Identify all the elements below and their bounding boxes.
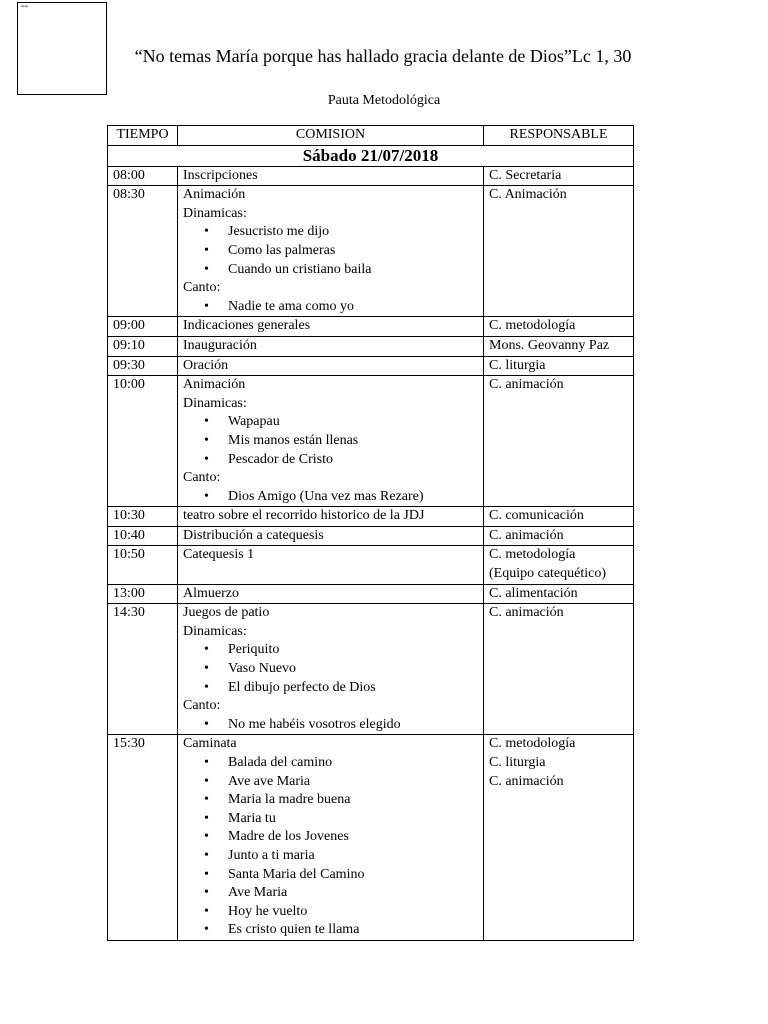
row-responsible <box>484 735 634 941</box>
page-subtitle: Pauta Metodológica <box>327 93 441 108</box>
activity-title: Juegos de patio <box>183 605 270 621</box>
activity-list <box>183 754 478 940</box>
table-row <box>108 186 634 317</box>
list-item: • Periquito <box>183 641 478 660</box>
row-responsible <box>484 376 634 507</box>
responsible-name: C. animación <box>489 605 564 621</box>
row-commission <box>178 546 484 584</box>
responsible-name: C. metodología <box>489 736 576 752</box>
list-item: • Como las palmeras <box>183 242 478 261</box>
activity-list <box>183 413 478 469</box>
responsible-name: C. metodología <box>489 318 576 334</box>
list-item: • Ave ave Maria <box>183 773 478 792</box>
list-item: • Santa Maria del Camino <box>183 866 478 885</box>
responsible-name: C. animación <box>489 377 564 393</box>
row-responsible <box>484 356 634 376</box>
section-label: Canto: <box>183 280 221 296</box>
activity-title: Almuerzo <box>183 585 239 601</box>
table-row <box>108 546 634 584</box>
date-row <box>108 145 634 166</box>
activity-title: teatro sobre el recorrido historico de la JDJ <box>183 508 425 524</box>
activity-list <box>183 716 478 735</box>
row-time: 09:10 <box>108 336 178 356</box>
table-row <box>108 166 634 186</box>
row-responsible <box>484 526 634 546</box>
list-item: • Maria la madre buena <box>183 791 478 810</box>
row-commission <box>178 507 484 527</box>
table-row <box>108 735 634 941</box>
schedule-table <box>107 125 634 941</box>
list-item: • Madre de los Jovenes <box>183 828 478 847</box>
activity-title: Indicaciones generales <box>183 318 311 334</box>
list-item: • Junto a ti maria <box>183 847 478 866</box>
page-title: “No temas María porque has hallado gracia delante de Dios”Lc 1, 30 <box>134 46 632 66</box>
header-time: TIEMPO <box>108 126 178 146</box>
table-row <box>108 317 634 337</box>
table-row <box>108 356 634 376</box>
list-item: • Mis manos están llenas <box>183 432 478 451</box>
row-time: 09:00 <box>108 317 178 337</box>
schedule-date: Sábado 21/07/2018 <box>108 145 634 166</box>
activity-title: Inscripciones <box>183 167 258 183</box>
row-time: 15:30 <box>108 735 178 941</box>
row-commission <box>178 376 484 507</box>
list-item: • Nadie te ama como yo <box>183 298 478 317</box>
row-time: 14:30 <box>108 604 178 735</box>
list-item: • Jesucristo me dijo <box>183 223 478 242</box>
activity-list <box>183 298 478 317</box>
section-label: Dinamicas: <box>183 395 247 411</box>
list-item: • Maria tu <box>183 810 478 829</box>
list-item: • Pescador de Cristo <box>183 451 478 470</box>
row-time: 10:40 <box>108 526 178 546</box>
list-item: • Ave Maria <box>183 884 478 903</box>
activity-title: Caminata <box>183 736 237 752</box>
row-commission <box>178 356 484 376</box>
row-responsible <box>484 546 634 584</box>
responsible-name: (Equipo catequético) <box>489 566 607 582</box>
responsible-name: C. Animación <box>489 187 567 203</box>
activity-title: Distribución a catequesis <box>183 527 324 543</box>
list-item: • Wapapau <box>183 413 478 432</box>
section-label: Dinamicas: <box>183 205 247 221</box>
section-label: Dinamicas: <box>183 623 247 639</box>
list-item: • Dios Amigo (Una vez mas Rezare) <box>183 488 478 507</box>
row-time: 10:30 <box>108 507 178 527</box>
row-time: 10:50 <box>108 546 178 584</box>
table-row <box>108 376 634 507</box>
table-header-row <box>108 126 634 146</box>
row-responsible <box>484 317 634 337</box>
activity-title: Animación <box>183 187 246 203</box>
row-responsible <box>484 336 634 356</box>
list-item: • No me habéis vosotros elegido <box>183 716 478 735</box>
table-row <box>108 526 634 546</box>
row-responsible <box>484 166 634 186</box>
responsible-name: C. comunicación <box>489 508 584 524</box>
activity-title: Animación <box>183 377 246 393</box>
list-item: • Cuando un cristiano baila <box>183 261 478 280</box>
header-commission: COMISION <box>178 126 484 146</box>
responsible-name: C. alimentación <box>489 585 578 601</box>
logo-caption: image <box>21 4 29 8</box>
header-responsible: RESPONSABLE <box>484 126 634 146</box>
list-item: • Es cristo quien te llama <box>183 921 478 940</box>
row-time: 09:30 <box>108 356 178 376</box>
row-time: 08:00 <box>108 166 178 186</box>
responsible-name: C. liturgia <box>489 755 546 770</box>
activity-title: Inauguración <box>183 337 257 353</box>
row-time: 13:00 <box>108 584 178 604</box>
activity-title: Oración <box>183 357 229 373</box>
row-responsible <box>484 604 634 735</box>
responsible-name: C. animación <box>489 773 564 789</box>
table-row <box>108 336 634 356</box>
responsible-name: C. liturgia <box>489 357 546 373</box>
activity-list <box>183 488 478 507</box>
row-time: 08:30 <box>108 186 178 317</box>
row-commission <box>178 584 484 604</box>
responsible-name: C. animación <box>489 527 564 543</box>
row-responsible <box>484 507 634 527</box>
activity-list <box>183 641 478 697</box>
list-item: • El dibujo perfecto de Dios <box>183 679 478 698</box>
responsible-name: Mons. Geovanny Paz <box>489 337 610 353</box>
responsible-name: C. Secretaria <box>489 167 562 183</box>
row-commission <box>178 336 484 356</box>
activity-title: Catequesis 1 <box>183 547 255 563</box>
row-commission <box>178 186 484 317</box>
row-commission <box>178 317 484 337</box>
row-responsible <box>484 186 634 317</box>
row-time: 10:00 <box>108 376 178 507</box>
list-item: • Balada del camino <box>183 754 478 773</box>
row-commission <box>178 166 484 186</box>
section-label: Canto: <box>183 470 221 486</box>
row-commission <box>178 526 484 546</box>
row-responsible <box>484 584 634 604</box>
table-row <box>108 584 634 604</box>
section-label: Canto: <box>183 698 221 714</box>
responsible-name: C. metodología <box>489 547 576 563</box>
list-item: • Vaso Nuevo <box>183 660 478 679</box>
logo-placeholder <box>17 2 107 95</box>
row-commission <box>178 604 484 735</box>
table-row <box>108 604 634 735</box>
row-commission <box>178 735 484 941</box>
list-item: • Hoy he vuelto <box>183 903 478 922</box>
activity-list <box>183 223 478 279</box>
table-row <box>108 507 634 527</box>
